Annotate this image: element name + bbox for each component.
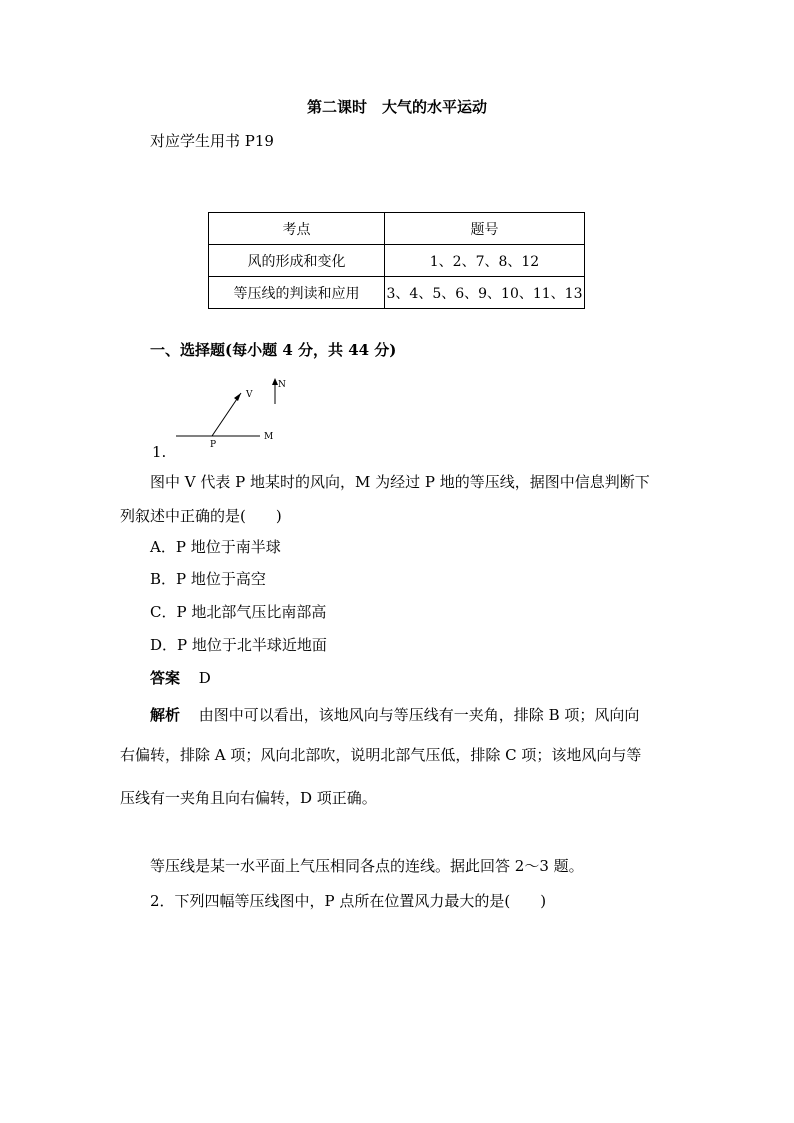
option-b: B．P 地位于高空: [150, 570, 266, 588]
intro-text: 等压线是某一水平面上气压相同各点的连线。据此回答 2～3 题。: [150, 857, 584, 875]
table-cell: 风的形成和变化: [209, 245, 385, 277]
label-m: M: [264, 432, 274, 442]
page-title: 第二课时 大气的水平运动: [306, 98, 487, 116]
option-d: D．P 地位于北半球近地面: [150, 636, 327, 654]
answer-value: D: [198, 669, 211, 687]
table-row: [209, 245, 585, 277]
analysis-text: 压线有一夹角且向右偏转，D 项正确。: [120, 789, 377, 807]
table-cell: 1、2、7、8、12: [385, 245, 585, 277]
analysis-text: 由图中可以看出，该地风向与等压线有一夹角，排除 B 项；风向向: [198, 706, 640, 724]
reference-text: 对应学生用书 P19: [150, 132, 274, 150]
table-header: 题号: [385, 213, 585, 245]
analysis-label: 解析: [150, 706, 181, 724]
question-number: 1.: [152, 443, 167, 461]
table-cell: 等压线的判读和应用: [209, 277, 385, 309]
section-heading: 一、选择题(每小题 4 分，共 44 分): [150, 341, 397, 359]
wind-arrowhead: [234, 393, 241, 401]
table-header-row: [209, 213, 585, 245]
label-p: P: [210, 440, 217, 450]
analysis-text: 右偏转，排除 A 项；风向北部吹，说明北部气压低，排除 C 项；该地风向与等: [120, 746, 642, 764]
topic-table: [208, 212, 585, 309]
answer-label: 答案: [150, 669, 181, 687]
option-a: A．P 地位于南半球: [150, 538, 281, 556]
label-v: V: [246, 390, 253, 400]
analysis-line: [150, 704, 639, 725]
table-header: 考点: [209, 213, 385, 245]
question-stem: 列叙述中正确的是( ): [120, 507, 282, 525]
label-n: N: [278, 380, 286, 390]
wind-direction-figure: [170, 374, 290, 450]
answer-line: [150, 667, 211, 688]
question-stem: 图中 V 代表 P 地某时的风向，M 为经过 P 地的等压线，据图中信息判断下: [150, 473, 650, 491]
option-c: C．P 地北部气压比南部高: [150, 603, 327, 621]
question-2: 2．下列四幅等压线图中，P 点所在位置风力最大的是( ): [150, 892, 547, 910]
table-row: [209, 277, 585, 309]
table-cell: 3、4、5、6、9、10、11、13: [385, 277, 585, 309]
